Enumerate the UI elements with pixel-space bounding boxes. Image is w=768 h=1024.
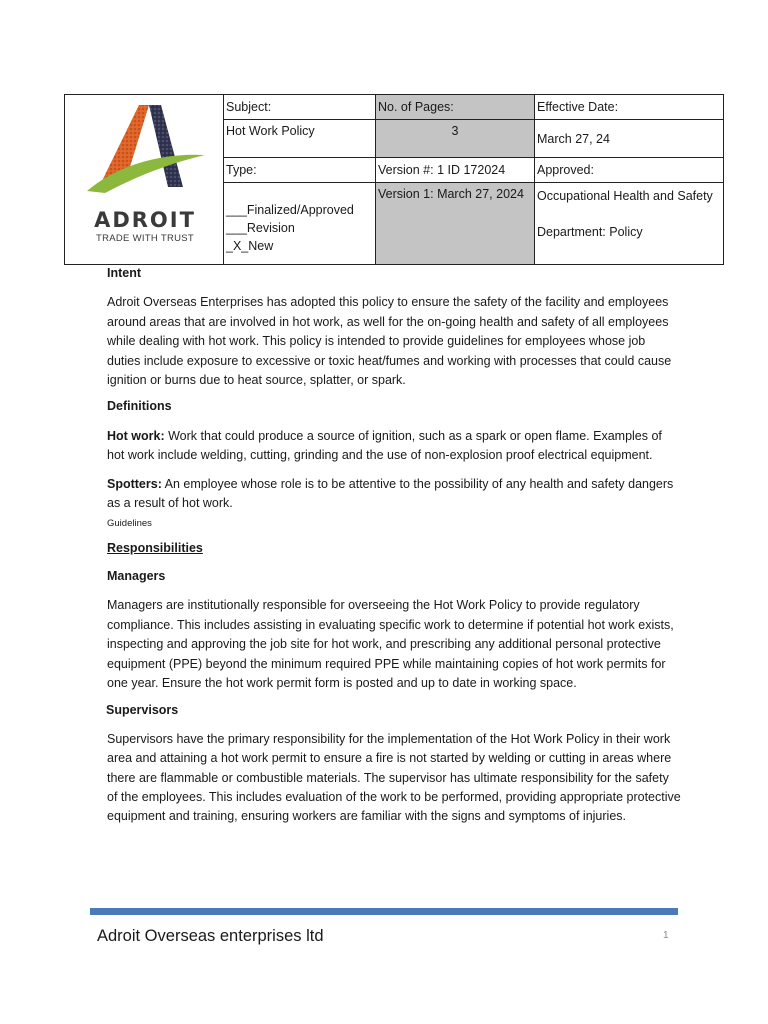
approved-value: Occupational Health and Safety <box>537 189 713 203</box>
type-label: Type: <box>224 158 376 183</box>
document-header-table <box>64 94 724 265</box>
approved-label: Approved: <box>535 158 724 183</box>
logo-cell <box>65 95 224 265</box>
department-value: Department: Policy <box>537 225 643 239</box>
subject-label: Subject: <box>224 95 376 120</box>
type-option-finalized: ___Finalized/Approved <box>226 202 354 217</box>
guidelines-label: Guidelines <box>107 518 152 530</box>
pages-value: 3 <box>376 120 535 158</box>
subject-value: Hot Work Policy <box>224 120 376 158</box>
type-options <box>224 183 376 265</box>
footer-company-name: Adroit Overseas enterprises ltd <box>97 927 324 945</box>
spotters-text: An employee whose role is to be attentive to the possibility of any health and safety dangers as a result of hot work. <box>107 476 674 511</box>
hot-work-text: Work that could produce a source of ignition, such as a spark or open flame. Examples of hot work include welding, cutting, grinding and the use of non-explosion proof electrical equipment. <box>107 428 662 463</box>
version-value: Version 1: March 27, 2024 <box>376 183 535 265</box>
type-option-revision: ___Revision <box>226 220 295 235</box>
supervisors-heading: Supervisors <box>106 703 179 718</box>
intent-heading: Intent <box>107 266 142 280</box>
footer-divider-bar <box>90 908 678 915</box>
type-option-new: _X_New <box>226 238 274 253</box>
company-logo <box>65 95 223 264</box>
effective-date-label: Effective Date: <box>535 95 724 120</box>
policy-body <box>107 264 682 827</box>
definitions-heading: Definitions <box>107 399 172 414</box>
effective-date-value: March 27, 24 <box>535 120 724 158</box>
logo-tagline: TRADE WITH TRUST <box>95 233 195 244</box>
managers-paragraph: Managers are institutionally responsible for overseeing the Hot Work Policy to provide regulatory compliance. This includes assisting in evaluating specific work to determine if potential hot work exists, inspecting and approving the job site for hot work, and prescribing any additional personal protective equipment (PPE) beyond the minimum required PPE while maintaining copies of hot work permits for one year. Ensure the hot work permit form is posted and up to date in working space. <box>107 598 674 690</box>
spotters-definition <box>107 475 682 514</box>
footer-page-number: 1 <box>663 930 669 941</box>
managers-heading: Managers <box>107 568 166 583</box>
responsibilities-heading: Responsibilities <box>107 541 203 556</box>
spotters-term: Spotters: <box>107 476 162 491</box>
approval-cell <box>535 183 724 265</box>
hot-work-definition <box>107 427 682 466</box>
logo-brand-text: ADROIT <box>94 208 196 232</box>
pages-label: No. of Pages: <box>376 95 535 120</box>
intent-paragraph: Adroit Overseas Enterprises has adopted this policy to ensure the safety of the facility and employees around areas that are involved in hot work, as well for the on-going health and safety of all employees while dealing with hot work. This policy is intended to provide guidelines for employees whose job duties include exposure to excessive or toxic heat/fumes and working with processes that could cause ignition or burns due to heat source, splatter, or spark. <box>107 295 672 388</box>
supervisors-paragraph: Supervisors have the primary responsibility for the implementation of the Hot Work Policy in their work area and attaining a hot work permit to ensure a fire is not started by welding or cutting in areas where there are flammable or combustible materials. The supervisor has ultimate responsibility for the safety of the employees. This includes evaluation of the work to be performed, providing appropriate protective equipment and training, ensuring workers are familiar with the signs and symptoms of injuries. <box>107 731 681 824</box>
version-label: Version #: 1 ID 172024 <box>376 158 535 183</box>
hot-work-term: Hot work: <box>107 428 165 443</box>
